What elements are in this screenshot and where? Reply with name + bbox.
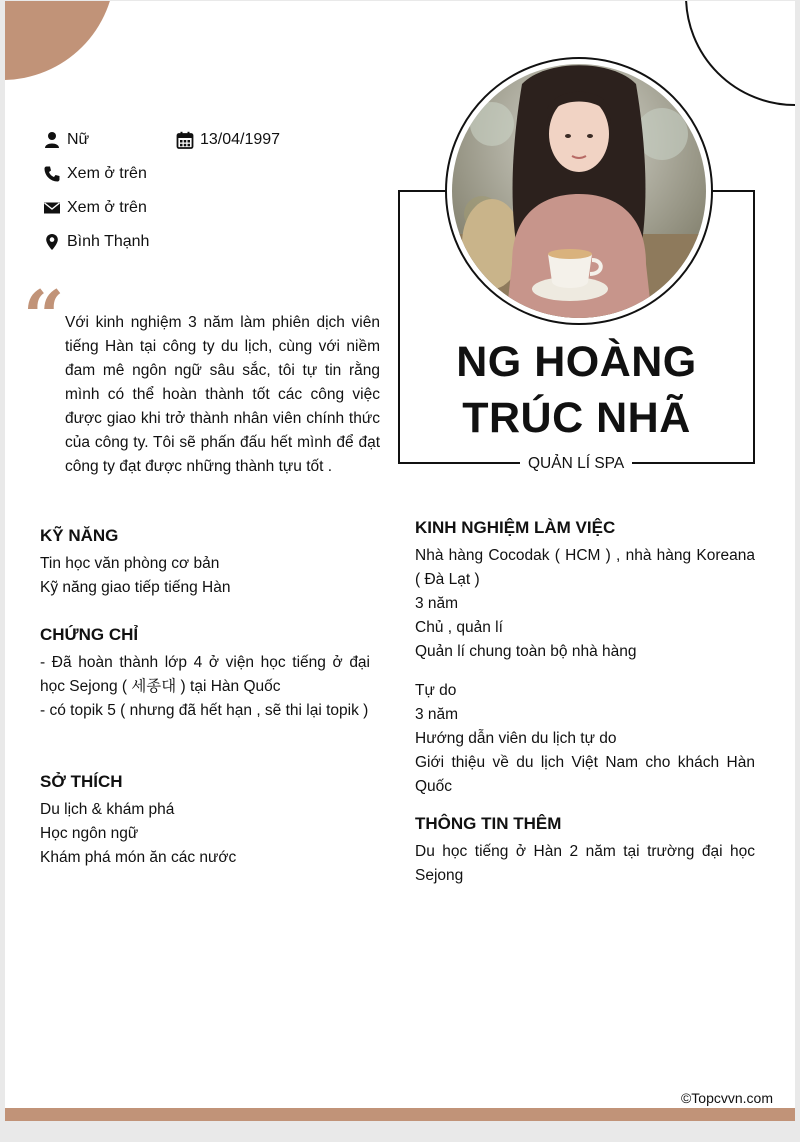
bottom-accent-bar bbox=[5, 1108, 795, 1121]
list-item: Du lịch & khám phá bbox=[40, 801, 175, 818]
contact-gender bbox=[43, 129, 89, 151]
skills-title: KỸ NĂNG bbox=[40, 526, 119, 545]
contact-phone bbox=[43, 163, 147, 185]
name-line-2: TRÚC NHÃ bbox=[462, 394, 691, 442]
location-pin-icon bbox=[43, 233, 61, 251]
list-item: Học ngôn ngữ bbox=[40, 825, 139, 842]
job-company: Nhà hàng Cocodak ( HCM ) , nhà hàng Koreana ( Đà Lạt ) bbox=[415, 547, 755, 588]
candidate-name bbox=[398, 334, 755, 446]
job-duration: 3 năm bbox=[415, 595, 459, 612]
list-item: Kỹ năng giao tiếp tiếng Hàn bbox=[40, 579, 231, 596]
contact-birthday bbox=[176, 129, 280, 151]
job-position: Chủ , quản lí bbox=[415, 619, 503, 636]
email-text: Xem ở trên bbox=[67, 199, 147, 216]
avatar-photo-illustration bbox=[452, 64, 706, 318]
contact-address bbox=[43, 231, 149, 253]
skills-list bbox=[40, 552, 370, 600]
quote-mark-icon: “ bbox=[23, 274, 65, 359]
list-item: - có topik 5 ( nhưng đã hết hạn , sẽ thi lại topik ) bbox=[40, 702, 369, 719]
certificates-list bbox=[40, 651, 370, 723]
job-duration: 3 năm bbox=[415, 706, 459, 723]
job-description: Giới thiệu về du lịch Việt Nam cho khách Hàn Quốc bbox=[415, 754, 755, 795]
gender-text: Nữ bbox=[67, 131, 90, 148]
experience-list bbox=[415, 544, 755, 799]
list-item: Khám phá món ăn các nước bbox=[40, 849, 237, 866]
hobbies-list bbox=[40, 798, 370, 870]
hobbies-title: SỞ THÍCH bbox=[40, 772, 123, 791]
phone-icon bbox=[43, 165, 61, 183]
job-description: Quản lí chung toàn bộ nhà hàng bbox=[415, 643, 637, 660]
job-company: Tự do bbox=[415, 682, 457, 699]
person-icon bbox=[43, 131, 61, 149]
job-title: QUẢN LÍ SPA bbox=[520, 452, 632, 476]
list-item: - Đã hoàn thành lớp 4 ở viện học tiếng ở đại học Sejong ( 세종대 ) tại Hàn Quốc bbox=[40, 654, 370, 695]
certificates-title: CHỨNG CHỈ bbox=[40, 625, 139, 644]
phone-text: Xem ở trên bbox=[67, 165, 147, 182]
cv-page bbox=[5, 1, 795, 1121]
avatar bbox=[452, 64, 706, 318]
envelope-icon bbox=[43, 199, 61, 217]
decorative-circle-top-left bbox=[5, 1, 115, 80]
copyright-text: ©Topcvvn.com bbox=[680, 1090, 773, 1106]
contact-email bbox=[43, 197, 147, 219]
job-position: Hướng dẫn viên du lịch tự do bbox=[415, 730, 617, 747]
additional-info-text: Du học tiếng ở Hàn 2 năm tại trường đại học Sejong bbox=[415, 843, 755, 884]
address-text: Bình Thạnh bbox=[67, 233, 150, 250]
name-line-1: NG HOÀNG bbox=[456, 338, 697, 386]
additional-info-title: THÔNG TIN THÊM bbox=[415, 814, 562, 833]
birthday-text: 13/04/1997 bbox=[200, 131, 281, 148]
experience-title: KINH NGHIỆM LÀM VIỆC bbox=[415, 518, 616, 537]
list-item: Tin học văn phòng cơ bản bbox=[40, 555, 220, 572]
career-summary: Với kinh nghiệm 3 năm làm phiên dịch viên tiếng Hàn tại công ty du lịch, cùng với niềm đam mê ngôn ngữ sâu sắc, tôi tự tin rằng mình có thể hoàn thành tốt các công việc được giao khi trở thành nhân viên chính thức của công ty. Tôi sẽ phấn đấu hết mình để đạt công ty đạt được những thành tựu tốt . bbox=[65, 314, 380, 475]
calendar-icon bbox=[176, 131, 194, 149]
decorative-ring-top-right bbox=[685, 1, 795, 106]
